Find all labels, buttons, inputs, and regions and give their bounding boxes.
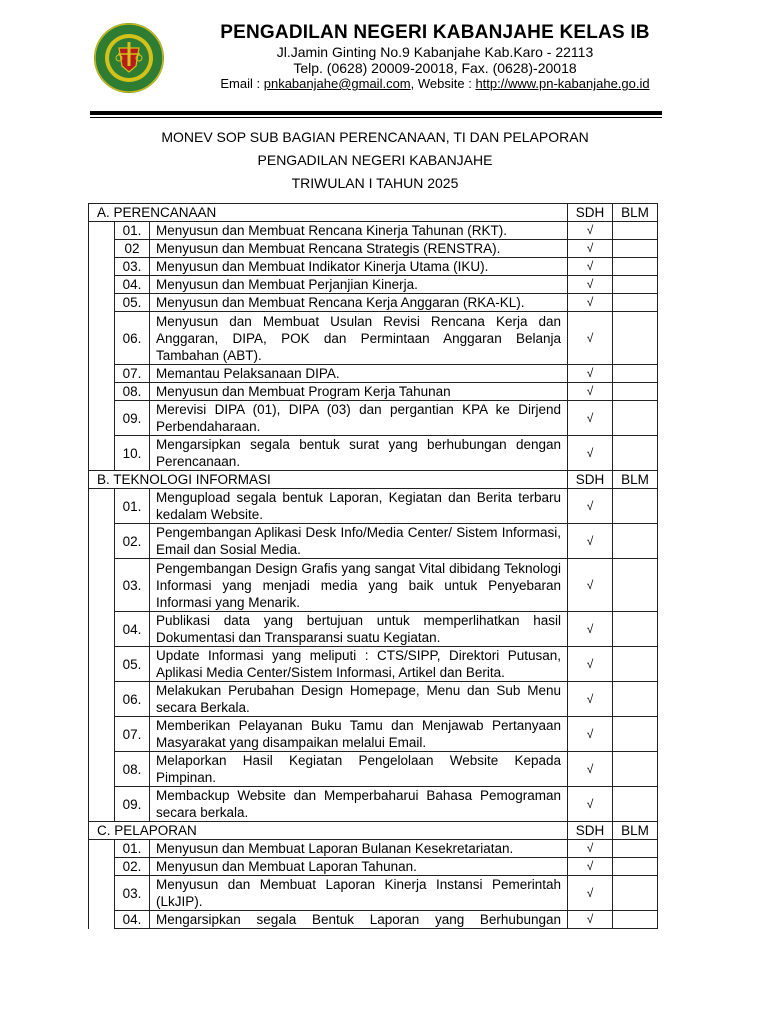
table-row bbox=[89, 647, 658, 682]
sdh-check-mark: √ bbox=[568, 752, 613, 787]
item-description bbox=[150, 401, 568, 436]
email-label: Email : bbox=[220, 76, 264, 91]
indent-cell bbox=[89, 612, 115, 647]
item-number: 02. bbox=[115, 858, 150, 876]
item-description bbox=[150, 840, 568, 858]
indent-cell bbox=[89, 258, 115, 276]
blm-cell bbox=[613, 858, 658, 876]
item-description-text: Menyusun dan Membuat Usulan Revisi Rencana Kerja dan Anggaran, DIPA, POK dan Permintaan Anggaran Belanja Tambahan (ABT). bbox=[156, 313, 561, 363]
sdh-check-mark: √ bbox=[568, 559, 613, 612]
table-row bbox=[89, 858, 658, 876]
indent-cell bbox=[89, 682, 115, 717]
website-label: , Website : bbox=[410, 76, 476, 91]
item-description bbox=[150, 365, 568, 383]
sdh-check-mark: √ bbox=[568, 258, 613, 276]
sdh-check-mark: √ bbox=[568, 612, 613, 647]
sdh-check-mark: √ bbox=[568, 840, 613, 858]
item-description bbox=[150, 876, 568, 911]
table-row bbox=[89, 752, 658, 787]
item-description bbox=[150, 294, 568, 312]
item-description bbox=[150, 858, 568, 876]
court-contact bbox=[175, 76, 695, 92]
sdh-column-header: SDH bbox=[568, 471, 613, 489]
item-description bbox=[150, 911, 568, 929]
item-number: 09. bbox=[115, 787, 150, 822]
blm-cell bbox=[613, 489, 658, 524]
item-description-text: Merevisi DIPA (01), DIPA (03) dan pergantian KPA ke Dirjend Perbendaharaan. bbox=[156, 402, 561, 434]
indent-cell bbox=[89, 524, 115, 559]
table-row bbox=[89, 787, 658, 822]
blm-cell bbox=[613, 647, 658, 682]
item-description bbox=[150, 559, 568, 612]
table-row bbox=[89, 559, 658, 612]
item-description-text: Menyusun dan Membuat Program Kerja Tahunan bbox=[156, 384, 451, 399]
item-description-text: Memberikan Pelayanan Buku Tamu dan Menjawab Pertanyaan Masyarakat yang disampaikan melalui Email. bbox=[156, 718, 561, 750]
sdh-check-mark: √ bbox=[568, 717, 613, 752]
indent-cell bbox=[89, 276, 115, 294]
blm-cell bbox=[613, 258, 658, 276]
item-description bbox=[150, 222, 568, 240]
blm-cell bbox=[613, 401, 658, 436]
sdh-check-mark: √ bbox=[568, 294, 613, 312]
table-row bbox=[89, 401, 658, 436]
sdh-check-mark: √ bbox=[568, 876, 613, 911]
item-description bbox=[150, 276, 568, 294]
section-title: B. TEKNOLOGI INFORMASI bbox=[89, 471, 568, 489]
letterhead bbox=[0, 0, 768, 118]
indent-cell bbox=[89, 312, 115, 365]
indent-cell bbox=[89, 911, 115, 929]
item-number: 04. bbox=[115, 276, 150, 294]
email-link[interactable]: pnkabanjahe@gmail.com bbox=[263, 76, 411, 91]
indent-cell bbox=[89, 858, 115, 876]
item-number: 08. bbox=[115, 752, 150, 787]
indent-cell bbox=[89, 787, 115, 822]
document-subtitle: PENGADILAN NEGERI KABANJAHE bbox=[257, 152, 493, 168]
indent-cell bbox=[89, 294, 115, 312]
item-description-text: Pengembangan Aplikasi Desk Info/Media Center/ Sistem Informasi, Email dan Sosial Media. bbox=[156, 525, 561, 557]
item-number: 04. bbox=[115, 612, 150, 647]
monev-table bbox=[88, 203, 658, 929]
indent-cell bbox=[89, 647, 115, 682]
document-title: MONEV SOP SUB BAGIAN PERENCANAAN, TI DAN PELAPORAN bbox=[161, 129, 589, 145]
table-row bbox=[89, 682, 658, 717]
item-description-text: Menyusun dan Membuat Rencana Kinerja Tahunan (RKT). bbox=[156, 223, 507, 238]
blm-cell bbox=[613, 911, 658, 929]
blm-cell bbox=[613, 682, 658, 717]
item-description-text: Menyusun dan Membuat Rencana Kerja Anggaran (RKA-KL). bbox=[156, 295, 525, 310]
blm-cell bbox=[613, 436, 658, 471]
item-description-text: Menyusun dan Membuat Rencana Strategis (RENSTRA). bbox=[156, 241, 501, 256]
item-description-text: Menyusun dan Membuat Laporan Kinerja Instansi Pemerintah (LkJIP). bbox=[156, 877, 561, 909]
item-number: 03. bbox=[115, 258, 150, 276]
table-row bbox=[89, 612, 658, 647]
table-row bbox=[89, 240, 658, 258]
item-description bbox=[150, 787, 568, 822]
sdh-check-mark: √ bbox=[568, 911, 613, 929]
item-number: 04. bbox=[115, 911, 150, 929]
item-number: 05. bbox=[115, 647, 150, 682]
item-description-text: Menyusun dan Membuat Indikator Kinerja Utama (IKU). bbox=[156, 259, 489, 274]
court-phone: Telp. (0628) 20009-20018, Fax. (0628)-20018 bbox=[293, 60, 577, 76]
blm-column-header: BLM bbox=[613, 204, 658, 222]
item-number: 05. bbox=[115, 294, 150, 312]
indent-cell bbox=[89, 436, 115, 471]
indent-cell bbox=[89, 383, 115, 401]
item-number: 08. bbox=[115, 383, 150, 401]
sdh-check-mark: √ bbox=[568, 436, 613, 471]
item-description bbox=[150, 383, 568, 401]
item-number: 03. bbox=[115, 876, 150, 911]
indent-cell bbox=[89, 240, 115, 258]
blm-cell bbox=[613, 559, 658, 612]
item-description-text: Melakukan Perubahan Design Homepage, Menu dan Sub Menu secara Berkala. bbox=[156, 683, 561, 715]
letterhead-text bbox=[175, 22, 695, 92]
court-address: Jl.Jamin Ginting No.9 Kabanjahe Kab.Karo - 22113 bbox=[276, 44, 594, 60]
indent-cell bbox=[89, 365, 115, 383]
item-number: 01. bbox=[115, 489, 150, 524]
item-description bbox=[150, 524, 568, 559]
table-row bbox=[89, 365, 658, 383]
document-period: TRIWULAN I TAHUN 2025 bbox=[291, 175, 459, 191]
table-row bbox=[89, 222, 658, 240]
item-description bbox=[150, 752, 568, 787]
table-row bbox=[89, 383, 658, 401]
blm-cell bbox=[613, 717, 658, 752]
section-header-row bbox=[89, 822, 658, 840]
item-description-text: Publikasi data yang bertujuan untuk memperlihatkan hasil Dokumentasi dan Transparansi suatu Kegiatan. bbox=[156, 613, 561, 645]
indent-cell bbox=[89, 401, 115, 436]
item-description-text: Mengarsipkan segala Bentuk Laporan yang Berhubungan bbox=[156, 912, 561, 927]
item-description-text: Menyusun dan Membuat Laporan Bulanan Kesekretariatan. bbox=[156, 841, 514, 856]
blm-cell bbox=[613, 840, 658, 858]
item-description bbox=[150, 647, 568, 682]
indent-cell bbox=[89, 489, 115, 524]
letterhead-divider-thick bbox=[90, 111, 662, 115]
table-row bbox=[89, 876, 658, 911]
indent-cell bbox=[89, 717, 115, 752]
sdh-check-mark: √ bbox=[568, 276, 613, 294]
item-number: 07. bbox=[115, 365, 150, 383]
blm-cell bbox=[613, 383, 658, 401]
item-description-text: Menyusun dan Membuat Perjanjian Kinerja. bbox=[156, 277, 418, 292]
item-description-text: Menyusun dan Membuat Laporan Tahunan. bbox=[156, 859, 417, 874]
sdh-column-header: SDH bbox=[568, 822, 613, 840]
item-description-text: Update Informasi yang meliputi : CTS/SIPP, Direktori Putusan, Aplikasi Media Center/Sistem Informasi, Artikel dan Berita. bbox=[156, 648, 561, 680]
table-row bbox=[89, 911, 658, 929]
sdh-check-mark: √ bbox=[568, 489, 613, 524]
blm-cell bbox=[613, 240, 658, 258]
item-description-text: Melaporkan Hasil Kegiatan Pengelolaan Website Kepada Pimpinan. bbox=[156, 753, 561, 785]
item-description-text: Mengarsipkan segala bentuk surat yang berhubungan dengan Perencanaan. bbox=[156, 437, 561, 469]
blm-cell bbox=[613, 612, 658, 647]
blm-cell bbox=[613, 524, 658, 559]
table-row bbox=[89, 840, 658, 858]
sdh-check-mark: √ bbox=[568, 222, 613, 240]
table-row bbox=[89, 436, 658, 471]
item-description bbox=[150, 312, 568, 365]
indent-cell bbox=[89, 876, 115, 911]
blm-cell bbox=[613, 294, 658, 312]
item-number: 09. bbox=[115, 401, 150, 436]
sdh-check-mark: √ bbox=[568, 858, 613, 876]
item-number: 02. bbox=[115, 524, 150, 559]
document-titles bbox=[90, 126, 660, 195]
section-header-row bbox=[89, 471, 658, 489]
sdh-check-mark: √ bbox=[568, 647, 613, 682]
item-number: 06. bbox=[115, 682, 150, 717]
item-description-text: Mengupload segala bentuk Laporan, Kegiatan dan Berita terbaru kedalam Website. bbox=[156, 490, 561, 522]
table-row bbox=[89, 717, 658, 752]
table-row bbox=[89, 524, 658, 559]
item-number: 06. bbox=[115, 312, 150, 365]
blm-cell bbox=[613, 312, 658, 365]
table-row bbox=[89, 276, 658, 294]
indent-cell bbox=[89, 840, 115, 858]
item-description bbox=[150, 240, 568, 258]
blm-cell bbox=[613, 752, 658, 787]
blm-column-header: BLM bbox=[613, 471, 658, 489]
item-number: 01. bbox=[115, 840, 150, 858]
blm-cell bbox=[613, 222, 658, 240]
item-description-text: Pengembangan Design Grafis yang sangat Vital dibidang Teknologi Informasi yang menjadi media yang baik untuk Penyebaran Informasi yang Menarik. bbox=[156, 560, 561, 610]
section-title: A. PERENCANAAN bbox=[89, 204, 568, 222]
sdh-check-mark: √ bbox=[568, 524, 613, 559]
sdh-check-mark: √ bbox=[568, 365, 613, 383]
court-name: PENGADILAN NEGERI KABANJAHE KELAS IB bbox=[220, 22, 650, 43]
item-number: 10. bbox=[115, 436, 150, 471]
item-description-text: Memantau Pelaksanaan DIPA. bbox=[156, 366, 340, 381]
sdh-check-mark: √ bbox=[568, 312, 613, 365]
item-description bbox=[150, 489, 568, 524]
sdh-column-header: SDH bbox=[568, 204, 613, 222]
website-link[interactable]: http://www.pn-kabanjahe.go.id bbox=[475, 76, 650, 91]
item-number: 07. bbox=[115, 717, 150, 752]
table-row bbox=[89, 312, 658, 365]
section-title: C. PELAPORAN bbox=[89, 822, 568, 840]
sdh-check-mark: √ bbox=[568, 240, 613, 258]
blm-cell bbox=[613, 276, 658, 294]
sdh-check-mark: √ bbox=[568, 383, 613, 401]
letterhead-divider-thin bbox=[90, 117, 662, 118]
table-row bbox=[89, 294, 658, 312]
item-description bbox=[150, 436, 568, 471]
blm-cell bbox=[613, 787, 658, 822]
sdh-check-mark: √ bbox=[568, 682, 613, 717]
sdh-check-mark: √ bbox=[568, 787, 613, 822]
section-header-row bbox=[89, 204, 658, 222]
blm-cell bbox=[613, 876, 658, 911]
item-description-text: Membackup Website dan Memperbaharui Bahasa Pemograman secara berkala. bbox=[156, 788, 561, 820]
indent-cell bbox=[89, 559, 115, 612]
item-description bbox=[150, 258, 568, 276]
item-description bbox=[150, 612, 568, 647]
court-emblem-icon bbox=[92, 16, 166, 100]
indent-cell bbox=[89, 222, 115, 240]
sdh-check-mark: √ bbox=[568, 401, 613, 436]
item-number: 02 bbox=[115, 240, 150, 258]
table-row bbox=[89, 489, 658, 524]
item-description bbox=[150, 717, 568, 752]
table-row bbox=[89, 258, 658, 276]
item-description bbox=[150, 682, 568, 717]
blm-column-header: BLM bbox=[613, 822, 658, 840]
indent-cell bbox=[89, 752, 115, 787]
blm-cell bbox=[613, 365, 658, 383]
item-number: 01. bbox=[115, 222, 150, 240]
item-number: 03. bbox=[115, 559, 150, 612]
